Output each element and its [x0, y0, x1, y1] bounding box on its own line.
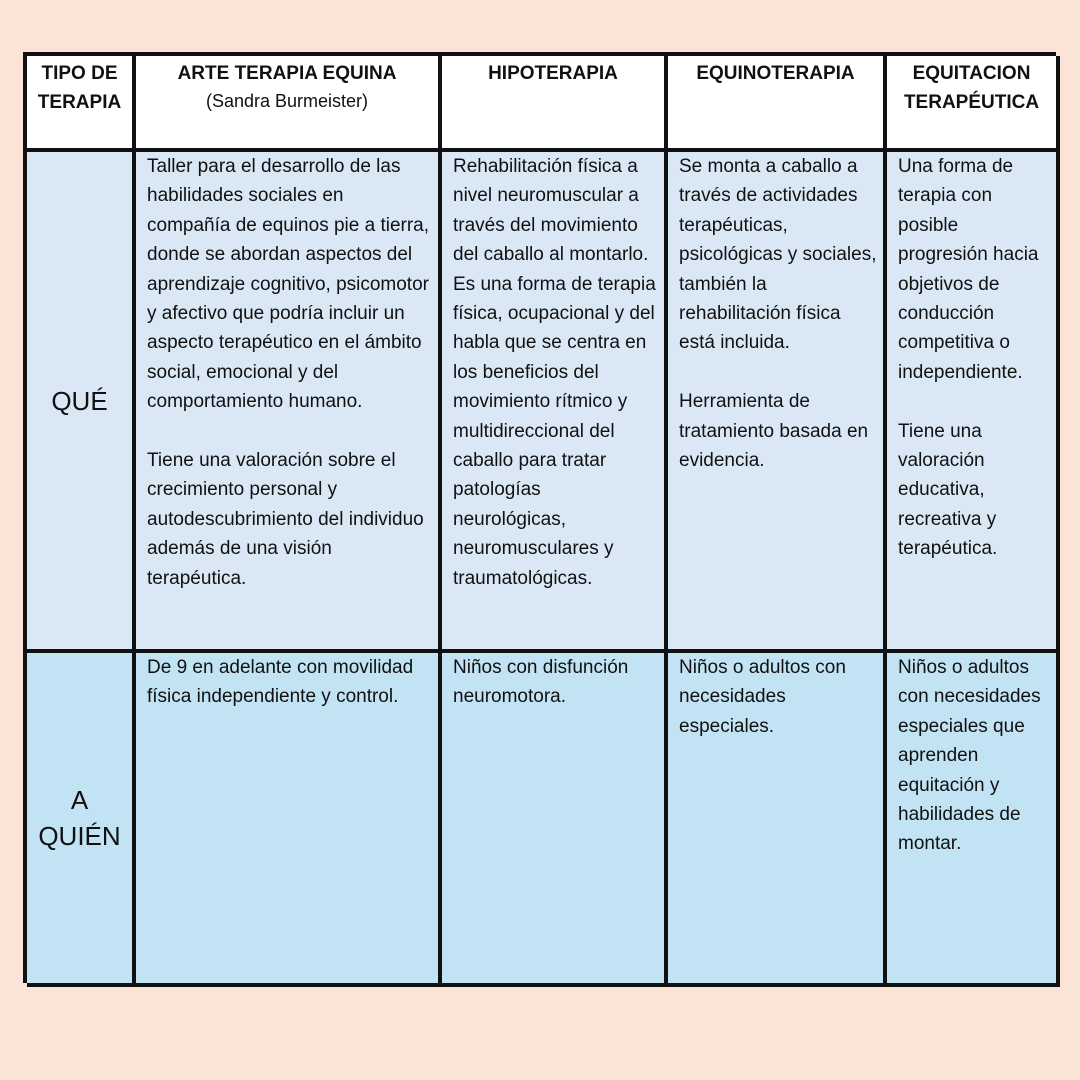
cell-que-arte-paragraph: Taller para el desarrollo de las habilidades sociales en compañía de equinos pie a tierra, donde se abordan aspectos del aprendizaje cognitivo, psicomotor y afectivo que podría incluir un aspecto terapéutico en el ámbito social, emocional y del comportamiento humano. — [147, 156, 430, 413]
header-arte-terapia-equina — [136, 56, 442, 152]
cell-que-hipo — [442, 152, 668, 653]
cell-quien-hipo — [442, 653, 668, 987]
header-arte-terapia-equina-title: ARTE TERAPIA EQUINA — [177, 63, 397, 84]
row-label-a-quien — [27, 653, 136, 987]
cell-quien-equino — [668, 653, 887, 987]
cell-que-equino — [668, 152, 887, 653]
cell-quien-equino-paragraph: Niños o adultos con necesidades especiales. — [679, 657, 846, 737]
cell-que-arte — [136, 152, 442, 653]
cell-quien-equitacion-paragraph: Niños o adultos con necesidades especiales que aprenden equitación y habilidades de montar. — [898, 657, 1041, 855]
cell-quien-equitacion — [887, 653, 1060, 987]
header-hipoterapia-title: HIPOTERAPIA — [488, 63, 618, 84]
cell-que-equitacion-paragraph: Tiene una valoración educativa, recreativa y terapéutica. — [898, 420, 998, 560]
row-label-que — [27, 152, 136, 653]
therapy-comparison-table — [23, 52, 1056, 983]
cell-quien-arte — [136, 653, 442, 987]
header-equitacion-terapeutica-title: EQUITACION TERAPÉUTICA — [903, 63, 1040, 113]
row-label-que-text: QUÉ — [51, 385, 108, 416]
header-equinoterapia — [668, 56, 887, 152]
header-equitacion-terapeutica — [887, 56, 1060, 152]
cell-quien-hipo-paragraph: Niños con disfunción neuromotora. — [453, 657, 629, 708]
header-arte-terapia-equina-author: (Sandra Burmeister) — [205, 91, 369, 111]
header-tipo-de-terapia — [27, 56, 136, 152]
header-hipoterapia — [442, 56, 668, 152]
cell-que-equino-paragraph: Se monta a caballo a través de actividades terapéuticas, psicológicas y sociales, también la rehabilitación física está incluida. — [679, 156, 877, 354]
cell-que-equitacion-paragraph: Una forma de terapia con posible progresión hacia objetivos de conducción competitiva o independiente. — [898, 156, 1039, 383]
row-label-a-quien-text: A QUIÉN — [38, 785, 121, 851]
cell-quien-arte-paragraph: De 9 en adelante con movilidad física independiente y control. — [147, 657, 414, 708]
cell-que-equino-paragraph: Herramienta de tratamiento basada en evidencia. — [679, 391, 869, 472]
cell-que-arte-paragraph: Tiene una valoración sobre el crecimiento personal y autodescubrimiento del individuo además de una visión terapéutica. — [147, 450, 424, 589]
header-tipo-de-terapia-title: TIPO DE TERAPIA — [37, 63, 122, 113]
cell-que-hipo-paragraph: Rehabilitación física a nivel neuromuscular a través del movimiento del caballo al montarlo. Es una forma de terapia física, ocupacional y del habla que se centra en los beneficios del movimiento rítmico y multidireccional del caballo para tratar patologías neurológicas, neuromusculares y traumatológicas. — [453, 156, 656, 589]
cell-que-equitacion — [887, 152, 1060, 653]
header-equinoterapia-title: EQUINOTERAPIA — [696, 63, 855, 84]
